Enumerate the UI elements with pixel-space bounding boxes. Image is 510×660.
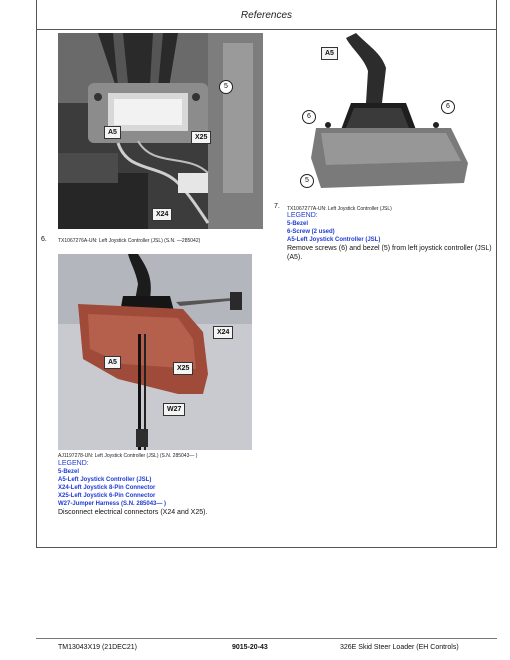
- step-7-number: 7.: [274, 203, 280, 210]
- label-x25-connector: X25: [173, 362, 193, 375]
- label-x24-connector: X24: [213, 326, 233, 339]
- step-6-instruction: Disconnect electrical connectors (X24 and X25).: [58, 509, 208, 516]
- section-title: References: [240, 10, 293, 21]
- legend-item: X24-Left Joystick 8-Pin Connector: [58, 485, 156, 491]
- callout-6-left: 6: [302, 110, 316, 124]
- footer-manual-title: 326E Skid Steer Loader (EH Controls): [340, 644, 459, 651]
- footer-divider: [36, 638, 497, 639]
- figure-3-legend: [58, 460, 288, 517]
- legend-item: X25-Left Joystick 6-Pin Connector: [58, 493, 156, 499]
- label-w27: W27: [163, 403, 185, 416]
- legend-title: LEGEND:: [287, 212, 318, 219]
- connector-photo: [58, 254, 252, 450]
- label-x25: X25: [191, 131, 211, 144]
- legend-title: LEGEND:: [58, 460, 89, 467]
- footer-doc-id: TM13043X19 (21DEC21): [58, 644, 137, 651]
- figure-3-caption: AJ1197278-UN: Left Joystick Controller (JSL) (S.N. 285043— ): [58, 453, 198, 459]
- figure-2-caption: TX1067277A-UN: Left Joystick Controller (JSL): [287, 206, 392, 212]
- label-a5-bezel: A5: [321, 47, 338, 60]
- header-frame: [36, 0, 497, 30]
- figure-2-legend: [287, 212, 495, 262]
- legend-item: A5-Left Joystick Controller (JSL): [287, 237, 381, 243]
- figure-1-caption: TX1067276A-UN: Left Joystick Controller (JSL) (S.N. —285042): [58, 238, 201, 244]
- callout-6-right: 6: [441, 100, 455, 114]
- joystick-wiring-photo: [58, 33, 263, 229]
- label-x24: X24: [152, 208, 172, 221]
- callout-5: 5: [219, 80, 233, 94]
- footer-page-number: 9015-20-43: [232, 644, 268, 651]
- legend-item: 6-Screw (2 used): [287, 229, 335, 235]
- legend-item: 5-Bezel: [287, 221, 309, 227]
- legend-item: A5-Left Joystick Controller (JSL): [58, 477, 152, 483]
- step-7-instruction: Remove screws (6) and bezel (5) from left joystick controller (JSL) (A5).: [287, 245, 492, 261]
- callout-5-bezel: 5: [300, 174, 314, 188]
- label-a5: A5: [104, 126, 121, 139]
- step-6-number: 6.: [41, 236, 47, 243]
- legend-item: W27-Jumper Harness (S.N. 285043— ): [58, 501, 167, 507]
- label-a5-connector: A5: [104, 356, 121, 369]
- legend-item: 5-Bezel: [58, 469, 80, 475]
